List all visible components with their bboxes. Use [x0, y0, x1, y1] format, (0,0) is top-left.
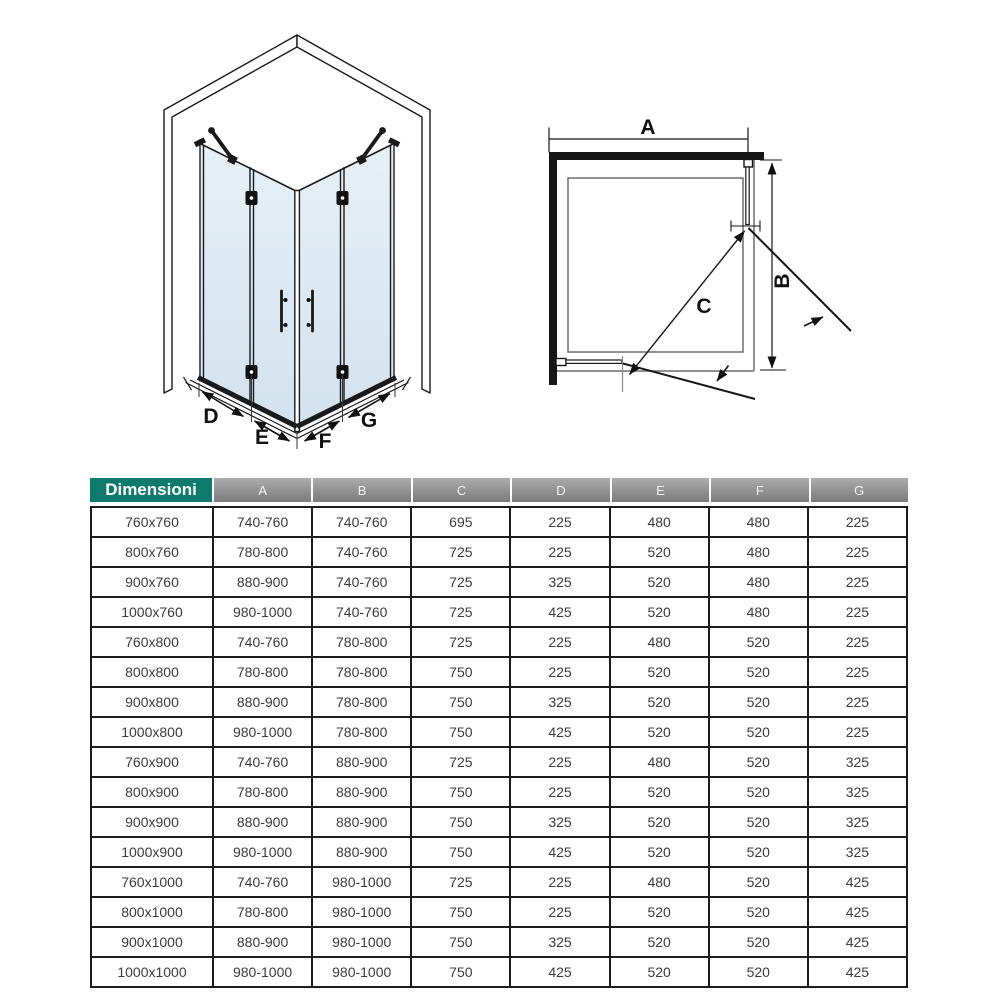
value-cell: 740-760	[213, 507, 312, 537]
size-cell: 760x800	[91, 627, 213, 657]
value-cell: 325	[808, 837, 907, 867]
value-cell: 325	[808, 777, 907, 807]
value-cell: 480	[709, 507, 808, 537]
value-cell: 225	[808, 597, 907, 627]
dim-b	[760, 160, 786, 370]
value-cell: 480	[610, 507, 709, 537]
value-cell: 520	[610, 717, 709, 747]
table-row	[91, 687, 907, 717]
column-header-d: D	[510, 478, 609, 502]
value-cell: 750	[411, 657, 510, 687]
column-header-g: G	[809, 478, 908, 502]
value-cell: 480	[709, 567, 808, 597]
value-cell: 225	[510, 897, 609, 927]
column-header-c: C	[411, 478, 510, 502]
value-cell: 480	[709, 597, 808, 627]
value-cell: 880-900	[312, 807, 411, 837]
value-cell: 740-760	[312, 537, 411, 567]
value-cell: 695	[411, 507, 510, 537]
value-cell: 520	[709, 807, 808, 837]
table-row	[91, 537, 907, 567]
value-cell: 780-800	[213, 777, 312, 807]
table-row	[91, 777, 907, 807]
value-cell: 780-800	[213, 537, 312, 567]
table-row	[91, 747, 907, 777]
table-header	[90, 478, 908, 502]
value-cell: 725	[411, 597, 510, 627]
value-cell: 750	[411, 897, 510, 927]
shower-diagrams	[0, 0, 1000, 470]
plan-swing-arrow-right	[804, 317, 823, 326]
plan-hinge-right	[744, 160, 753, 168]
table-row	[91, 657, 907, 687]
value-cell: 225	[510, 537, 609, 567]
value-cell: 520	[709, 777, 808, 807]
table-title: Dimensioni	[90, 478, 212, 502]
value-cell: 225	[808, 657, 907, 687]
value-cell: 425	[510, 597, 609, 627]
table-row	[91, 927, 907, 957]
dim-label-g: G	[360, 409, 378, 432]
size-cell: 1000x1000	[91, 957, 213, 987]
value-cell: 780-800	[312, 627, 411, 657]
plan-swing-arrow-bottom	[717, 366, 729, 382]
value-cell: 780-800	[213, 657, 312, 687]
value-cell: 980-1000	[312, 957, 411, 987]
value-cell: 880-900	[312, 777, 411, 807]
value-cell: 425	[808, 897, 907, 927]
table-row	[91, 567, 907, 597]
value-cell: 520	[610, 687, 709, 717]
value-cell: 520	[709, 657, 808, 687]
value-cell: 325	[510, 807, 609, 837]
value-cell: 750	[411, 717, 510, 747]
value-cell: 980-1000	[213, 957, 312, 987]
value-cell: 520	[709, 867, 808, 897]
value-cell: 425	[808, 927, 907, 957]
corner-post	[295, 191, 300, 432]
value-cell: 520	[709, 687, 808, 717]
table-row	[91, 597, 907, 627]
value-cell: 425	[808, 957, 907, 987]
column-header-b: B	[311, 478, 410, 502]
value-cell: 225	[808, 567, 907, 597]
size-cell: 1000x800	[91, 717, 213, 747]
value-cell: 425	[510, 837, 609, 867]
table-row	[91, 867, 907, 897]
plan-wall-left	[549, 152, 557, 385]
value-cell: 480	[610, 747, 709, 777]
plan-fixed-panel-right	[746, 167, 749, 225]
column-header-f: F	[709, 478, 808, 502]
value-cell: 780-800	[312, 657, 411, 687]
value-cell: 225	[808, 627, 907, 657]
table-row	[91, 717, 907, 747]
value-cell: 520	[610, 537, 709, 567]
value-cell: 725	[411, 537, 510, 567]
value-cell: 880-900	[312, 837, 411, 867]
dim-label-c: C	[696, 295, 712, 318]
value-cell: 325	[510, 567, 609, 597]
plan-diagram	[549, 116, 851, 399]
size-cell: 760x900	[91, 747, 213, 777]
value-cell: 480	[610, 867, 709, 897]
value-cell: 480	[610, 627, 709, 657]
value-cell: 425	[510, 717, 609, 747]
value-cell: 520	[610, 597, 709, 627]
value-cell: 325	[808, 807, 907, 837]
value-cell: 750	[411, 777, 510, 807]
value-cell: 480	[709, 537, 808, 567]
size-cell: 760x1000	[91, 867, 213, 897]
value-cell: 520	[709, 627, 808, 657]
dim-c	[630, 231, 745, 375]
value-cell: 520	[610, 807, 709, 837]
value-cell: 520	[709, 747, 808, 777]
value-cell: 740-760	[213, 747, 312, 777]
plan-fixed-panel-bottom	[566, 360, 622, 363]
value-cell: 325	[510, 927, 609, 957]
isometric-diagram	[164, 35, 430, 453]
value-cell: 225	[808, 717, 907, 747]
value-cell: 520	[709, 717, 808, 747]
value-cell: 725	[411, 867, 510, 897]
column-header-e: E	[610, 478, 709, 502]
value-cell: 740-760	[312, 507, 411, 537]
size-cell: 800x900	[91, 777, 213, 807]
dim-label-b: B	[771, 273, 794, 289]
table-body	[91, 507, 907, 987]
value-cell: 225	[510, 507, 609, 537]
value-cell: 880-900	[213, 687, 312, 717]
value-cell: 750	[411, 807, 510, 837]
size-cell: 900x800	[91, 687, 213, 717]
table-row	[91, 897, 907, 927]
plan-door-bottom	[623, 364, 755, 400]
value-cell: 740-760	[213, 627, 312, 657]
value-cell: 980-1000	[312, 867, 411, 897]
value-cell: 225	[510, 657, 609, 687]
value-cell: 880-900	[213, 567, 312, 597]
dimensions-table	[90, 478, 908, 988]
value-cell: 750	[411, 687, 510, 717]
size-cell: 1000x760	[91, 597, 213, 627]
value-cell: 520	[610, 957, 709, 987]
value-cell: 520	[610, 927, 709, 957]
value-cell: 225	[808, 687, 907, 717]
value-cell: 980-1000	[312, 897, 411, 927]
value-cell: 740-760	[312, 567, 411, 597]
dim-label-a: A	[640, 116, 656, 139]
value-cell: 980-1000	[213, 837, 312, 867]
value-cell: 725	[411, 567, 510, 597]
value-cell: 740-760	[213, 867, 312, 897]
size-cell: 760x760	[91, 507, 213, 537]
plan-door-right	[749, 228, 852, 331]
dim-label-d: D	[203, 405, 219, 428]
value-cell: 520	[610, 777, 709, 807]
value-cell: 520	[709, 927, 808, 957]
value-cell: 750	[411, 927, 510, 957]
column-header-a: A	[212, 478, 311, 502]
value-cell: 880-900	[213, 927, 312, 957]
value-cell: 225	[510, 777, 609, 807]
value-cell: 225	[510, 747, 609, 777]
value-cell: 225	[808, 537, 907, 567]
dim-label-f: F	[318, 430, 332, 453]
value-cell: 880-900	[312, 747, 411, 777]
value-cell: 780-800	[312, 687, 411, 717]
value-cell: 325	[510, 687, 609, 717]
value-cell: 780-800	[213, 897, 312, 927]
value-cell: 780-800	[312, 717, 411, 747]
dim-label-e: E	[254, 426, 270, 449]
value-cell: 520	[610, 657, 709, 687]
value-cell: 520	[610, 567, 709, 597]
value-cell: 225	[510, 627, 609, 657]
value-cell: 425	[808, 867, 907, 897]
size-cell: 1000x900	[91, 837, 213, 867]
value-cell: 750	[411, 957, 510, 987]
value-cell: 880-900	[213, 807, 312, 837]
plan-hinge-bottom	[556, 359, 566, 366]
value-cell: 725	[411, 627, 510, 657]
value-cell: 725	[411, 747, 510, 777]
size-cell: 900x1000	[91, 927, 213, 957]
size-cell: 800x760	[91, 537, 213, 567]
value-cell: 740-760	[312, 597, 411, 627]
value-cell: 425	[510, 957, 609, 987]
value-cell: 520	[709, 897, 808, 927]
value-cell: 520	[610, 837, 709, 867]
plan-wall-top	[552, 152, 764, 160]
value-cell: 225	[510, 867, 609, 897]
table-row	[91, 507, 907, 537]
value-cell: 980-1000	[213, 597, 312, 627]
table-row	[91, 807, 907, 837]
value-cell: 980-1000	[213, 717, 312, 747]
table-row	[91, 627, 907, 657]
value-cell: 225	[808, 507, 907, 537]
value-cell: 980-1000	[312, 927, 411, 957]
table-body-table	[90, 506, 908, 988]
size-cell: 800x800	[91, 657, 213, 687]
value-cell: 520	[610, 897, 709, 927]
value-cell: 520	[709, 837, 808, 867]
size-cell: 900x760	[91, 567, 213, 597]
table-row	[91, 957, 907, 987]
table-row	[91, 837, 907, 867]
value-cell: 750	[411, 837, 510, 867]
size-cell: 900x900	[91, 807, 213, 837]
value-cell: 520	[709, 957, 808, 987]
size-cell: 800x1000	[91, 897, 213, 927]
value-cell: 325	[808, 747, 907, 777]
